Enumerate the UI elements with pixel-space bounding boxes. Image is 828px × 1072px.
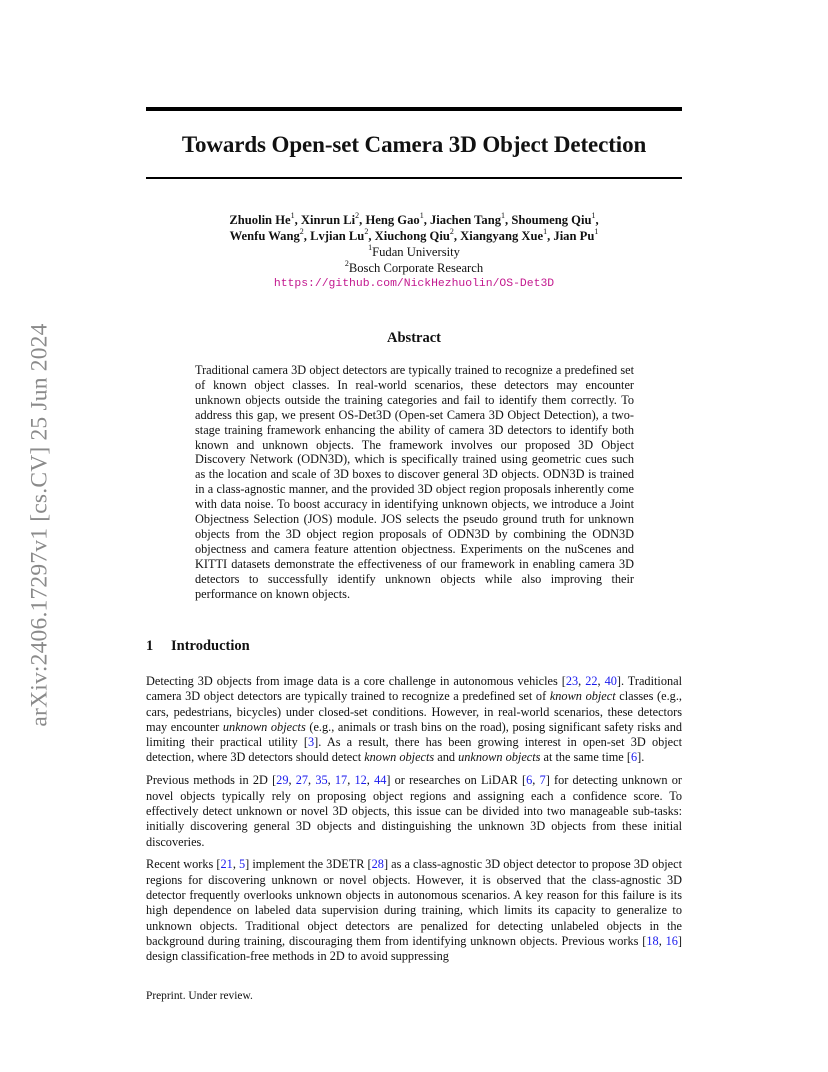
citation-link[interactable]: 35 [315,773,328,788]
title-top-rule [146,107,682,111]
section-heading: 1 Introduction [146,638,250,654]
paper-title: Towards Open-set Camera 3D Object Detection [181,132,647,157]
paragraph-1: Detecting 3D objects from image data is a core challenge in autonomous vehicles [23, 22, 40]. Traditional camera 3D object detectors are typically trained to recognize a predefined set of known object classes (e.g., cars, pedestrians, bicycles) under closed-set conditions. However, in real-world scenarios, these detectors may encounter unknown objects (e.g., animals or trash bins on the road), posing significant safety risks and limiting their practical utility [3]. As a result, there has been growing interest in open-set 3D object detection, where 3D detectors should detect known objects and unknown objects at the same time [6]. [146,674,682,765]
github-link[interactable]: https://github.com/NickHezhuolin/OS-Det3D [273,278,555,290]
citation-link[interactable]: 44 [374,773,387,788]
citation-link[interactable]: 16 [665,933,678,948]
introduction-body [146,674,682,972]
citation-link[interactable]: 28 [371,857,384,872]
citation-link[interactable]: 7 [539,773,546,788]
author-block [146,212,682,292]
citation-link[interactable]: 3 [308,735,315,750]
abstract-text: Traditional camera 3D object detectors are typically trained to recognize a predefined set of known object classes. In real-world scenarios, these detectors may encounter unknown objects outside the training categories and fail to identify them correctly. To address this gap, we present OS-Det3D (Open-set Camera 3D Object Detection), a two-stage training framework enhancing the ability of camera 3D detectors to identify both known and unknown objects. The framework involves our proposed 3D Object Discovery Network (ODN3D), which is specifically trained using geometric cues such as the location and scale of 3D boxes to discover general 3D objects. ODN3D is trained in a class-agnostic manner, and the provided 3D object region proposals inherently come with data noise. To boost accuracy in identifying unknown objects, we introduce a Joint Objectness Selection (JOS) module. JOS selects the pseudo ground truth for unknown objects from the 3D object region proposals of ODN3D by combining the ODN3D objectness and camera feature attention objectness. Experiments on the nuScenes and KITTI datasets demonstrate the effectiveness of our framework in enabling camera 3D detectors to successfully identify unknown objects while also improving their performance on known objects. [195,363,634,601]
arxiv-side-label: arXiv:2406.17297v1 [cs.CV] 25 Jun 2024 [26,323,53,727]
paragraph-3: Recent works [21, 5] implement the 3DETR [28] as a class-agnostic 3D object detector to propose 3D object regions for discovering unknown or novel objects. However, it is observed that the class-agnostic 3D detector frequently overlooks unknown objects in autonomous scenarios. A key reason for this failure is its high dependence on labeled data supervision during training, which limits its capacity to generalize to unknown objects. Traditional object detectors are penalized for detecting unlabeled objects in the background during training, discouraging them from identifying unknown objects. Previous works [18, 16] design classification-free methods in 2D to avoid suppressing [146,857,683,964]
citation-link[interactable]: 5 [239,857,246,872]
citation-link[interactable]: 6 [630,750,638,765]
paragraph-2: Previous methods in 2D [29, 27, 35, 17, 12, 44] or researches on LiDAR [6, 7] for detecting unknown or novel objects typically rely on proposing object regions and assigning each a confidence score. To effectively detect unknown or novel 3D objects, this issue can be divided into two manageable sub-tasks: initially discovering general 3D objects and distinguishing the unknown 3D objects from these initial discoveries. [146,773,683,849]
citation-link[interactable]: 27 [295,773,309,788]
abstract-heading: Abstract [387,330,441,346]
affiliation-2: $^2$Bosch Corporate Research [344,258,484,275]
citation-link[interactable]: 21 [220,857,233,872]
citation-link[interactable]: 6 [526,773,533,788]
citation-link[interactable]: 23 [565,674,579,688]
preprint-footer: Preprint. Under review. [146,990,253,1002]
affiliation-1: $^1$Fudan University [368,242,460,259]
author-line-1: Zhuolin He$^1$, Xinrun Li$^2$, Heng Gao$^1$, Jiachen Tang$^1$, Shoumeng Qiu$^1$, [229,210,599,227]
citation-link[interactable]: 22 [585,674,598,688]
citation-link[interactable]: 18 [646,933,659,948]
citation-link[interactable]: 17 [334,773,348,788]
author-line-2: Wenfu Wang$^2$, Lvjian Lu$^2$, Xiuchong Qiu$^2$, Xiangyang Xue$^1$, Jian Pu$^1$ [229,226,599,243]
citation-link[interactable]: 40 [604,674,617,688]
citation-link[interactable]: 29 [276,773,289,788]
citation-link[interactable]: 12 [354,773,367,788]
title-bottom-rule [146,177,682,179]
